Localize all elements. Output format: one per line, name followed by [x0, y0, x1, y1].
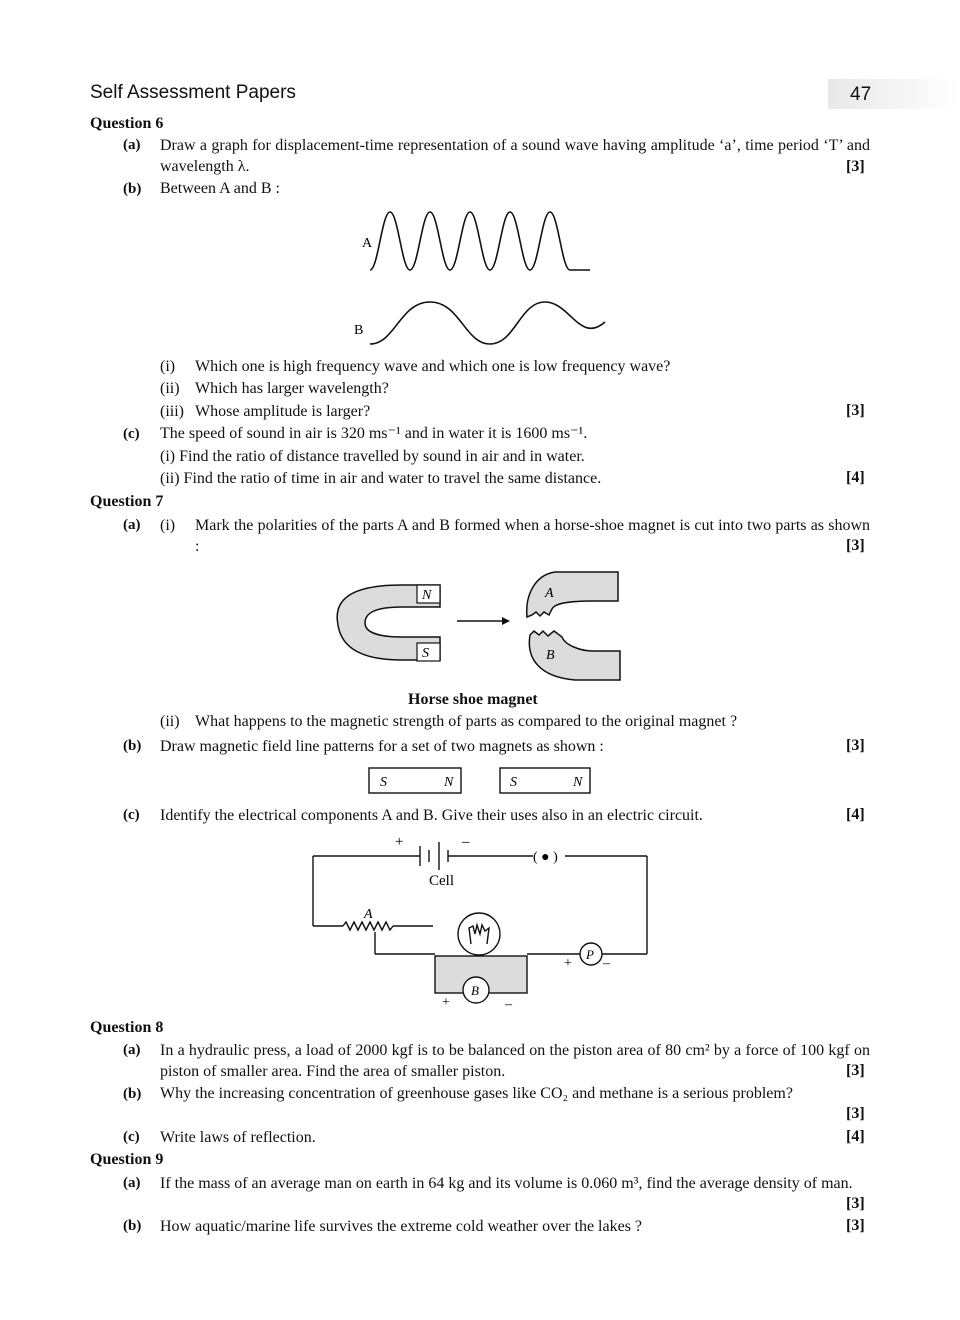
q7-c-marks: [4]	[846, 806, 865, 823]
q9-a-text: If the mass of an average man on earth in 64 kg and its volume is 0.060 m³, find the average density of man.	[160, 1175, 853, 1192]
bar-magnet-1-n: N	[444, 775, 454, 790]
q7-a-marks: [3]	[846, 537, 865, 554]
q6-b-i-label: (i)	[160, 358, 176, 375]
q8-c-text: Write laws of reflection.	[160, 1129, 316, 1146]
page-number: 47	[850, 84, 872, 105]
bulb-filament	[469, 925, 489, 944]
q7-a-ii-label: (ii)	[160, 713, 180, 730]
bar-magnet-2-s: S	[510, 775, 517, 790]
q9-a-marks: [3]	[846, 1195, 865, 1212]
meter-p-minus: –	[603, 956, 610, 971]
magnet-part-a	[527, 572, 618, 617]
component-a-label: A	[364, 907, 373, 922]
part-b-label: B	[546, 648, 555, 663]
q8-b-marks: [3]	[846, 1105, 865, 1122]
q6-b-i-text: Which one is high frequency wave and which one is low frequency wave?	[195, 358, 671, 375]
question-7-title: Question 7	[90, 493, 164, 510]
cell-plus: +	[395, 834, 404, 850]
page-number-box	[828, 79, 960, 109]
q7-a-i-text: Mark the polarities of the parts A and B formed when a horse-shoe magnet is cut into two parts as shown :	[195, 517, 870, 555]
q7-a-ii-text: What happens to the magnetic strength of parts as compared to the original magnet ?	[195, 713, 738, 730]
cell-label: Cell	[429, 873, 454, 889]
q7-c-text: Identify the electrical components A and B. Give their uses also in an electric circuit.	[160, 807, 703, 824]
q6-c-text: The speed of sound in air is 320 ms⁻¹ and in water it is 1600 ms⁻¹.	[160, 425, 588, 442]
q6-a-label: (a)	[123, 137, 141, 153]
q8-a-marks: [3]	[846, 1062, 865, 1079]
q6-c-ii: (ii) Find the ratio of time in air and water to travel the same distance.	[160, 470, 602, 487]
horseshoe-magnet-diagram	[330, 565, 630, 690]
circuit-diagram	[305, 828, 655, 1013]
wave-a	[370, 212, 590, 270]
magnet-part-b	[529, 631, 620, 680]
q6-a-text: Draw a graph for displacement-time representation of a sound wave having amplitude ‘a’, time period ‘T’ and wavelength λ.	[160, 137, 870, 175]
q6-c-label: (c)	[123, 426, 140, 442]
bar-magnet-1-s: S	[380, 775, 387, 790]
q6-b-iii-label: (iii)	[160, 403, 184, 420]
q7-c-label: (c)	[123, 807, 140, 823]
waves-diagram	[340, 200, 620, 350]
component-p-label: P	[586, 947, 594, 962]
bar-magnets-diagram	[365, 765, 595, 797]
q7-a-i-label: (i)	[160, 517, 176, 534]
q8-b-text: Why the increasing concentration of greenhouse gases like CO₂ and methane is a serious problem?	[160, 1085, 793, 1102]
component-b-label: B	[471, 983, 479, 998]
q8-a-label: (a)	[123, 1042, 141, 1058]
q8-b-label: (b)	[123, 1086, 142, 1102]
wave-b-label: B	[354, 323, 364, 338]
south-pole-label: S	[422, 646, 429, 661]
rheostat-a	[343, 922, 393, 930]
q6-b-ii-label: (ii)	[160, 380, 180, 397]
meter-b-minus: –	[505, 997, 512, 1012]
q6-b-text: Between A and B :	[160, 180, 280, 197]
q7-b-label: (b)	[123, 738, 142, 754]
arrow-head	[502, 617, 510, 625]
cell-minus: –	[462, 834, 470, 850]
q9-b-text: How aquatic/marine life survives the extreme cold weather over the lakes ?	[160, 1218, 643, 1235]
q6-b-iii-text: Whose amplitude is larger?	[195, 403, 371, 420]
q8-c-marks: [4]	[846, 1128, 865, 1145]
meter-b-plus: +	[442, 995, 450, 1010]
running-header: Self Assessment Papers	[90, 82, 296, 103]
q6-b-ii-text: Which has larger wavelength?	[195, 380, 389, 397]
q6-b-marks: [3]	[846, 402, 865, 419]
q8-c-label: (c)	[123, 1129, 140, 1145]
q7-a-label: (a)	[123, 517, 141, 533]
q6-b-label: (b)	[123, 181, 142, 197]
horseshoe-caption: Horse shoe magnet	[408, 691, 538, 708]
wave-b	[370, 302, 605, 344]
part-a-label: A	[545, 586, 554, 601]
wave-a-label: A	[362, 236, 373, 251]
key-symbol: ( ● )	[533, 850, 558, 865]
q6-c-i: (i) Find the ratio of distance travelled by sound in air and in water.	[160, 448, 585, 465]
question-8-title: Question 8	[90, 1019, 164, 1036]
q7-b-marks: [3]	[846, 737, 865, 754]
question-9-title: Question 9	[90, 1151, 164, 1168]
q9-a-label: (a)	[123, 1175, 141, 1191]
q6-c-marks: [4]	[846, 469, 865, 486]
question-6-title: Question 6	[90, 115, 164, 132]
q8-a-text: In a hydraulic press, a load of 2000 kgf is to be balanced on the piston area of 80 cm² by a force of 100 kgf on piston of smaller area. Find the area of smaller piston.	[160, 1042, 870, 1080]
q7-b-text: Draw magnetic field line patterns for a set of two magnets as shown :	[160, 738, 604, 755]
meter-p-plus: +	[564, 956, 572, 971]
bar-magnet-2-n: N	[573, 775, 583, 790]
q9-b-label: (b)	[123, 1218, 142, 1234]
bulb	[458, 913, 500, 955]
q9-b-marks: [3]	[846, 1217, 865, 1234]
q6-a-marks: [3]	[846, 158, 865, 175]
north-pole-label: N	[422, 588, 432, 603]
